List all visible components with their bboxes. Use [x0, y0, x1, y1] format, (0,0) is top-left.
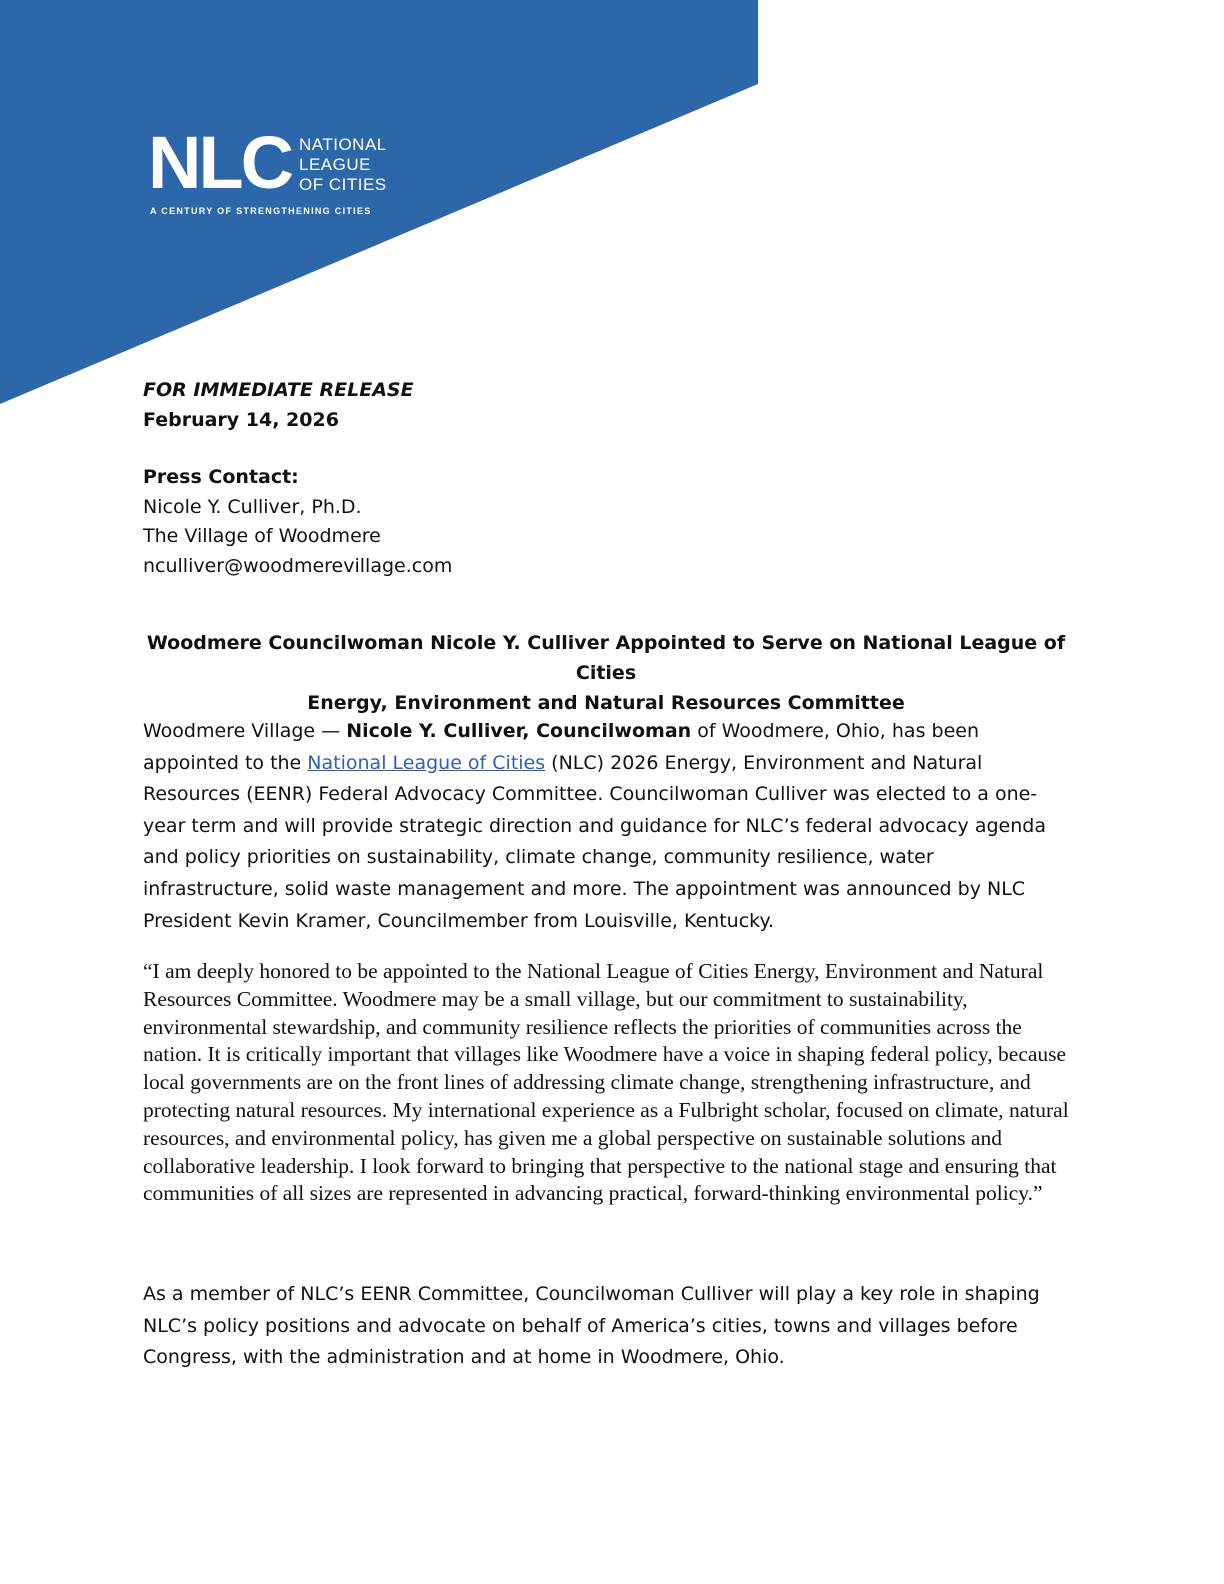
release-date: February 14, 2026 — [143, 409, 339, 431]
headline — [143, 628, 1069, 718]
press-contact — [143, 463, 452, 581]
quote-paragraph: “I am deeply honored to be appointed to the National League of Cities Energy, Environment and Natural Resources Committee. Woodmere may be a small village, but our commitment to sustainability, environmental stewardship, and community resilience reflects the priorities of communities across the nation. It is critically important that villages like Woodmere have a voice in shaping federal policy, because local governments are on the front lines of addressing climate change, strengthening infrastructure, and protecting natural resources. My international experience as a Fulbright scholar, focused on climate, natural resources, and environmental policy, has given me a global perspective on sustainable solutions and collaborative leadership. I look forward to bringing that perspective to the national stage and ensuring that communities of all sizes are represented in advancing practical, forward-thinking environmental policy.” — [143, 959, 1069, 1206]
nlc-link[interactable]: National League of Cities — [307, 751, 546, 774]
logo-mark: NLC — [148, 121, 292, 204]
logo-tagline: A CENTURY OF STRENGTHENING CITIES — [150, 206, 372, 216]
logo-name-line: OF CITIES — [299, 175, 387, 194]
logo-name-line: LEAGUE — [299, 155, 371, 174]
paragraph-text: of Woodmere, Ohio, has been appointed to the — [143, 720, 979, 774]
councilwoman-name: Nicole Y. Culliver, Councilwoman — [346, 720, 692, 742]
contact-organization: The Village of Woodmere — [143, 525, 381, 547]
body-paragraph-intro — [143, 716, 1063, 937]
contact-email: nculliver@woodmerevillage.com — [143, 554, 453, 577]
headline-line: Energy, Environment and Natural Resources Committee — [307, 692, 905, 714]
contact-label: Press Contact: — [143, 466, 299, 488]
dateline: Woodmere Village — — [143, 720, 347, 742]
release-info — [143, 375, 414, 435]
nlc-logo — [148, 121, 388, 224]
release-flag: FOR IMMEDIATE RELEASE — [143, 379, 414, 401]
body-paragraph-closing: As a member of NLC’s EENR Committee, Councilwoman Culliver will play a key role in shaping NLC’s policy positions and advocate on behalf of America’s cities, towns and villages before Congress, with the administration and at home in Woodmere, Ohio. — [143, 1283, 1040, 1369]
contact-name: Nicole Y. Culliver, Ph.D. — [143, 495, 362, 518]
headline-line: Woodmere Councilwoman Nicole Y. Culliver Appointed to Serve on National League of Cities — [146, 632, 1066, 684]
logo-name — [299, 135, 387, 195]
logo-name-line: NATIONAL — [299, 135, 387, 154]
paragraph-text: (NLC) 2026 Energy, Environment and Natural Resources (EENR) Federal Advocacy Committee. Councilwoman Culliver was elected to a one-year term and will provide strategic direction and guidance for NLC’s federal advocacy agenda and policy priorities on sustainability, climate change, community resilience, water infrastructure, solid waste management and more. The appointment was announced by NLC President Kevin Kramer, Councilmember from Louisville, Kentucky. — [143, 751, 1046, 932]
